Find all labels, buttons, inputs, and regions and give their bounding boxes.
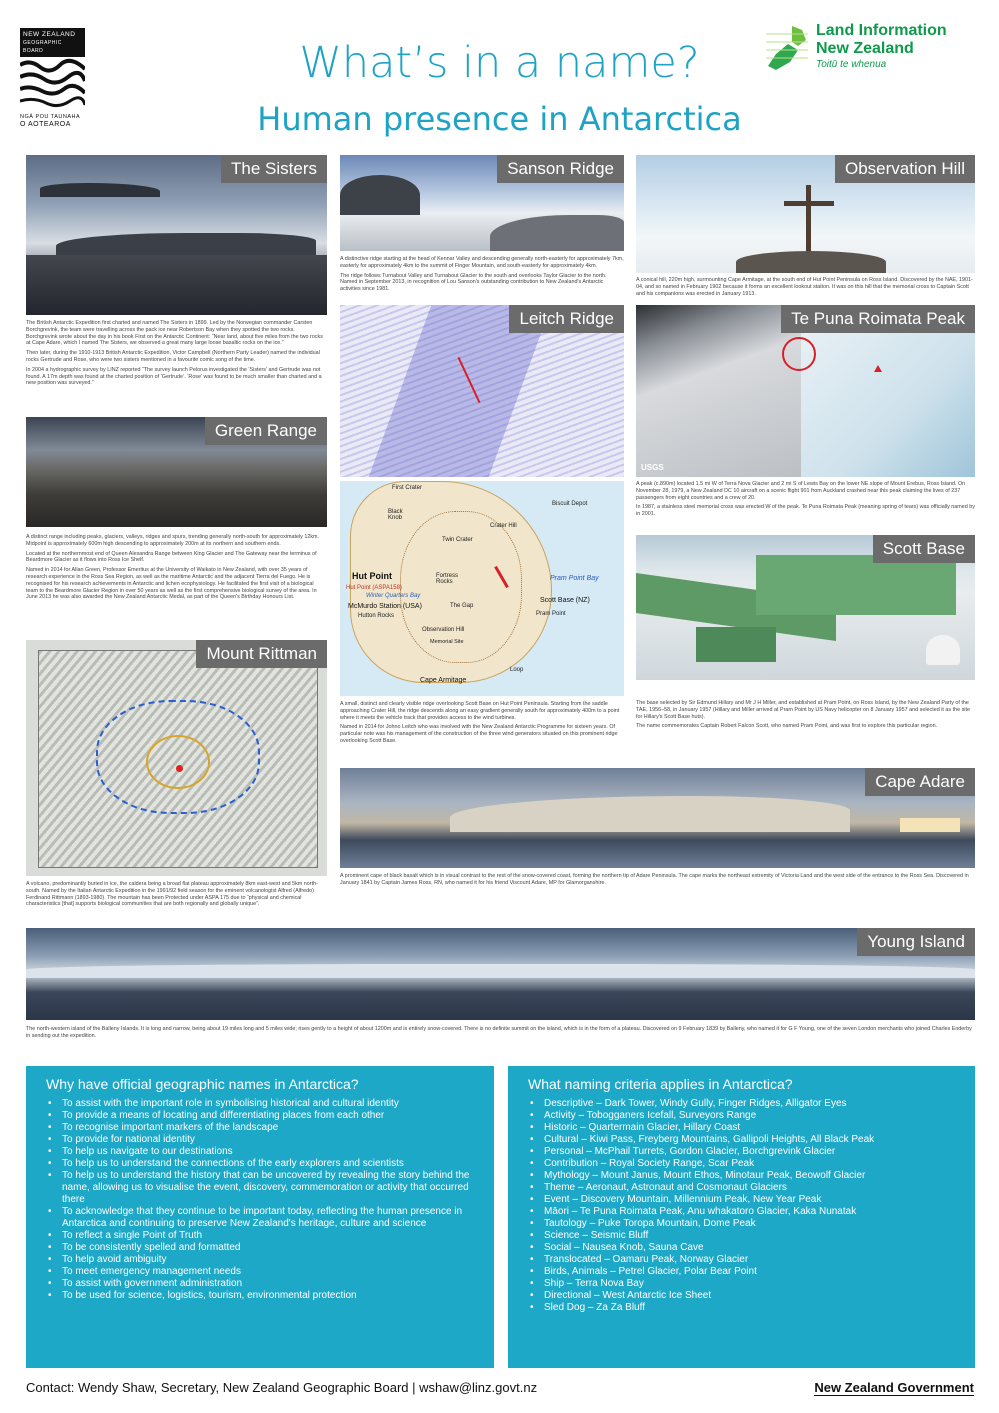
criteria-list (508, 1098, 975, 1314)
observation-hill-label: Observation Hill (835, 155, 975, 183)
nzgb-logo: NEW ZEALAND GEOGRAPHIC BOARD NGĀ POU TAUNAHA O AOTEAROA (20, 28, 85, 128)
mount-rittman-map (26, 640, 327, 876)
green-range-label: Green Range (205, 417, 327, 445)
mount-rittman-label: Mount Rittman (196, 640, 327, 668)
cape-adare-photo (340, 768, 975, 868)
list-item: • Activity – Tobogganers Icefall, Surveyors Range (530, 1110, 975, 1122)
young-island-label: Young Island (857, 928, 975, 956)
scott-base-photo (636, 535, 975, 680)
list-item: • Birds, Animals – Petrel Glacier, Polar Bear Point (530, 1266, 975, 1278)
observation-hill-photo (636, 155, 975, 273)
why-names-heading: Why have official geographic names in Antarctica? (46, 1076, 359, 1092)
list-item: • Science – Seismic Bluff (530, 1230, 975, 1242)
list-item: • Ship – Terra Nova Bay (530, 1278, 975, 1290)
sisters-photo (26, 155, 327, 315)
linz-logo: Land Information New Zealand Toitū te whenua (762, 22, 982, 74)
list-item: • To meet emergency management needs (48, 1266, 494, 1278)
green-range-caption: A distinct range including peaks, glaciers, valleys, ridges and spurs, trending generally north-south for approximately 12km. Midpoint is approximately 600m high descending to approximately 200m at its northern and southern ends. Located at the northernmost end of Queen Alexandra Range between King Glacier and The Gateway near the terminus of Beardmore Glacier as it flows into Ross Ice Shelf. Named in 2014 for Allan Green, Professor Emeritus at the University of Waikato in New Zealand, with over 35 years of research experience in the Ross Sea Region, as well as the maritime Antarctic and the adjacent Tierra del Fuego. He is recognised for his research achievements in Antarctic and lichen ecophysiology. He facilitated the first visit of a biological team to the Beardmore Glacier Region in over 50 years as well as the first comprehensive biological survey of the area. In June 2013 he was also awarded the New Zealand Antarctic Medal, as part of the Queen's Birthday Honours List. (26, 534, 320, 601)
list-item: • To help us to understand the history that can be uncovered by revealing the story behind the name, allowing us to visualise the event, discovery, commemoration or activity that occurred there (48, 1170, 494, 1206)
list-item: • Cultural – Kiwi Pass, Freyberg Mountains, Gallipoli Heights, All Black Peak (530, 1134, 975, 1146)
list-item: • To provide a means of locating and differentiating places from each other (48, 1110, 494, 1122)
list-item: • To help us navigate to our destinations (48, 1146, 494, 1158)
list-item: • Event – Discovery Mountain, Millennium Peak, New Year Peak (530, 1194, 975, 1206)
list-item: • To be used for science, logistics, tourism, environmental protection (48, 1290, 494, 1302)
criteria-panel (508, 1066, 975, 1368)
page-title: What’s in a name? (299, 38, 700, 88)
list-item: • Social – Nausea Knob, Sauna Cave (530, 1242, 975, 1254)
te-puna-roimata-photo (636, 305, 975, 477)
list-item: • To acknowledge that they continue to be important today, reflecting the human presence in Antarctica and continuing to preserve New Zealand's heritage, culture and science (48, 1206, 494, 1230)
young-island-caption: The north-western island of the Balleny Islands. It is long and narrow, being about 19 miles long and 5 miles wide; rises gently to a height of about 1200m and is entirely snow-covered. There is no definite summit on the island, which is in the form of a plateau. Discovered on 9 February 1839 by Balleny, who named it for G F Young, one of the seven London merchants who joined Charles Enderby in sending out the expedition. (26, 1026, 972, 1039)
leitch-ridge-caption: A small, distinct and clearly visible ridge overlooking Scott Base on Hut Point Peninsula. Starting from the saddle approaching Crater Hill, the ridge descends along an easy gradient generally south for approximately 400m to a point where it meets the vehicle track that provides access to the wind turbines. Named in 2014 for Johno Leitch who was involved with the New Zealand Antarctic Programme for sixteen years. Of particular note was his management of the construction of the three wind generators situated on this prominent ridge overlooking Scott Base. (340, 701, 620, 744)
why-names-list (26, 1098, 494, 1302)
usgs-mark: USGS (641, 463, 664, 472)
mount-rittman-caption: A volcano, predominantly buried in ice, the caldera being a broad flat plateau approximately 8km east-west and 5km north-south. Named by the Italian Antarctic Expedition in the 1991/92 field season for the eminent volcanologist Alfred (Alfredo) Ferdinand Rittmann (1893-1980). The mountain has been Protected under ASPA 175 due to “physical and chemical characteristics [that] supports biological communities that are both regionally and globally unique”. (26, 881, 318, 908)
cape-adare-caption: A prominent cape of black basalt which is in visual contrast to the rest of the snow-covered coast, forming the northern tip of Adare Peninsula. The cape marks the northeast extremity of Victoria Land and the west side of the entrance to the Ross Sea. Discovered in January 1841 by Captain James Ross, RN, who named it for his friend Viscount Adare, MP for Glamorganshire. (340, 873, 969, 886)
page-subtitle: Human presence in Antarctica (257, 100, 742, 138)
leitch-ridge-map (340, 305, 624, 477)
contact-line: Contact: Wendy Shaw, Secretary, New Zealand Geographic Board | wshaw@linz.govt.nz (26, 1380, 538, 1395)
sanson-ridge-photo (340, 155, 624, 251)
list-item: • Theme – Aeronaut, Astronaut and Cosmonaut Glaciers (530, 1182, 975, 1194)
list-item: • Māori – Te Puna Roimata Peak, Anu whakatoro Glacier, Kaka Nunatak (530, 1206, 975, 1218)
list-item: • To help us to understand the connections of the early explorers and scientists (48, 1158, 494, 1170)
te-puna-roimata-caption: A peak (c.890m) located 1.5 mi W of Terra Nova Glacier and 2 mi S of Lewis Bay on the lower NE slope of Mount Erebus, Ross Island. On November 28, 1979, a New Zealand DC 10 aircraft on a scenic flight 901 from Auckland crashed near this peak claiming the lives of 237 passengers from eight countries and a crew of 20. In 1987, a stainless steel memorial cross was erected W of the peak. Te Puna Roimata Peak (meaning spring of tears) was officially named by in 2001. (636, 481, 975, 518)
sanson-ridge-caption: A distinctive ridge starting at the head of Kennar Valley and descending generally north-easterly for approximately 7km, easterly for approximately 4km to the summit of Finger Mountain, and south-easterly for approximately 4km. The ridge follows Turnabout Valley and Turnabout Glacier to the south and overlooks Taylor Glacier to the north. Named in September 2013, in recognition of Lou Sanson's outstanding contribution to New Zealand's Antarctic activities since 1981. (340, 256, 624, 293)
list-item: • To recognise important markers of the landscape (48, 1122, 494, 1134)
criteria-heading: What naming criteria applies in Antarctica? (528, 1076, 793, 1092)
list-item: • To provide for national identity (48, 1134, 494, 1146)
nz-government-logo: New Zealand Government (814, 1380, 974, 1395)
list-item: • Contribution – Royal Society Range, Scar Peak (530, 1158, 975, 1170)
sisters-caption: The British Antarctic Expedition first charted and named The Sisters in 1899. Led by the Norwegian commander Carsten Borchgrevink, the team were travelling across the pack ice near Robertson Bay when they spotted the two rocks. Borchgrevink wrote about the day in his book First on the Antarctic Continent: “Near land, about five miles from the two rocks at Cape Adare, which I named The Sisters, we observed a great many large loose basaltic rocks on the ice.” Then later, during the 1910-1913 British Antarctic Expedition, Victor Campbell (Northern Party Leader) named the individual rocks Gertrude and Rose, who were two sisters mentioned in a favourite comic song of the time. In 2004 a hydrographic survey by LINZ reported “The survey launch Pelorus investigated the ‘Sisters’ and Gertrude was not found. A 17m depth was found at the charted position of ‘Gertrude’. ‘Rose’ was found to be much smaller than charted and a new position was surveyed.” (26, 320, 323, 387)
why-names-panel (26, 1066, 494, 1368)
green-range-photo (26, 417, 327, 527)
sanson-ridge-label: Sanson Ridge (497, 155, 624, 183)
list-item: • Tautology – Puke Toropa Mountain, Dome Peak (530, 1218, 975, 1230)
hut-point-map: First Crater Black Knob Crater Hill Twin Crater Biscuit Depot Hut Point Hut Point (ASPA158) Winter Quarters Bay McMurdo Station (USA) Hutton Rocks Fortress Rocks The Gap Observation Hill Memorial Site Pram Point Bay Scott Base (NZ) Pram Point Cape Armitage Loop (340, 481, 624, 696)
leitch-ridge-label: Leitch Ridge (509, 305, 624, 333)
list-item: • To help avoid ambiguity (48, 1254, 494, 1266)
list-item: • Descriptive – Dark Tower, Windy Gully, Finger Ridges, Alligator Eyes (530, 1098, 975, 1110)
list-item: • To assist with government administration (48, 1278, 494, 1290)
list-item: • Personal – McPhail Turrets, Gordon Glacier, Borchgrevink Glacier (530, 1146, 975, 1158)
cape-adare-label: Cape Adare (865, 768, 975, 796)
list-item: • To reflect a single Point of Truth (48, 1230, 494, 1242)
list-item: • To assist with the important role in symbolising historical and cultural identity (48, 1098, 494, 1110)
sisters-label: The Sisters (221, 155, 327, 183)
observation-hill-caption: A conical hill, 220m high, surmounting Cape Armitage, at the south end of Hut Point Peninsula on Ross Island. Discovered by the NAE, 1901-04, and so named in February 1902 because it forms an excellent lookout station. It was on this hill that the memorial cross to Captain Scott and his companions was erected in January 1913. (636, 277, 973, 297)
scott-base-label: Scott Base (873, 535, 975, 563)
list-item: • Directional – West Antarctic Ice Sheet (530, 1290, 975, 1302)
list-item: • To be consistently spelled and formatted (48, 1242, 494, 1254)
list-item: • Historic – Quartermain Glacier, Hillary Coast (530, 1122, 975, 1134)
te-puna-roimata-label: Te Puna Roimata Peak (781, 305, 975, 333)
scott-base-caption: The base selected by Sir Edmund Hillary and Mr J H Miller, and established at Pram Point, on Ross Island, by the New Zealand Party of the TAE, 1956–58, in January 1957 (Hillary and Miller arrived at Pram Point by US Navy helicopter on 8 January 1957 and selected it as the site for Hillary's Scott Base huts). The name commemorates Captain Robert Falcon Scott, who named Pram Point, and was first to explore this particular region. (636, 700, 970, 730)
young-island-photo (26, 928, 975, 1020)
list-item: • Mythology – Mount Janus, Mount Ethos, Minotaur Peak, Beowolf Glacier (530, 1170, 975, 1182)
list-item: • Sled Dog – Za Za Bluff (530, 1302, 975, 1314)
list-item: • Translocated – Oamaru Peak, Norway Glacier (530, 1254, 975, 1266)
